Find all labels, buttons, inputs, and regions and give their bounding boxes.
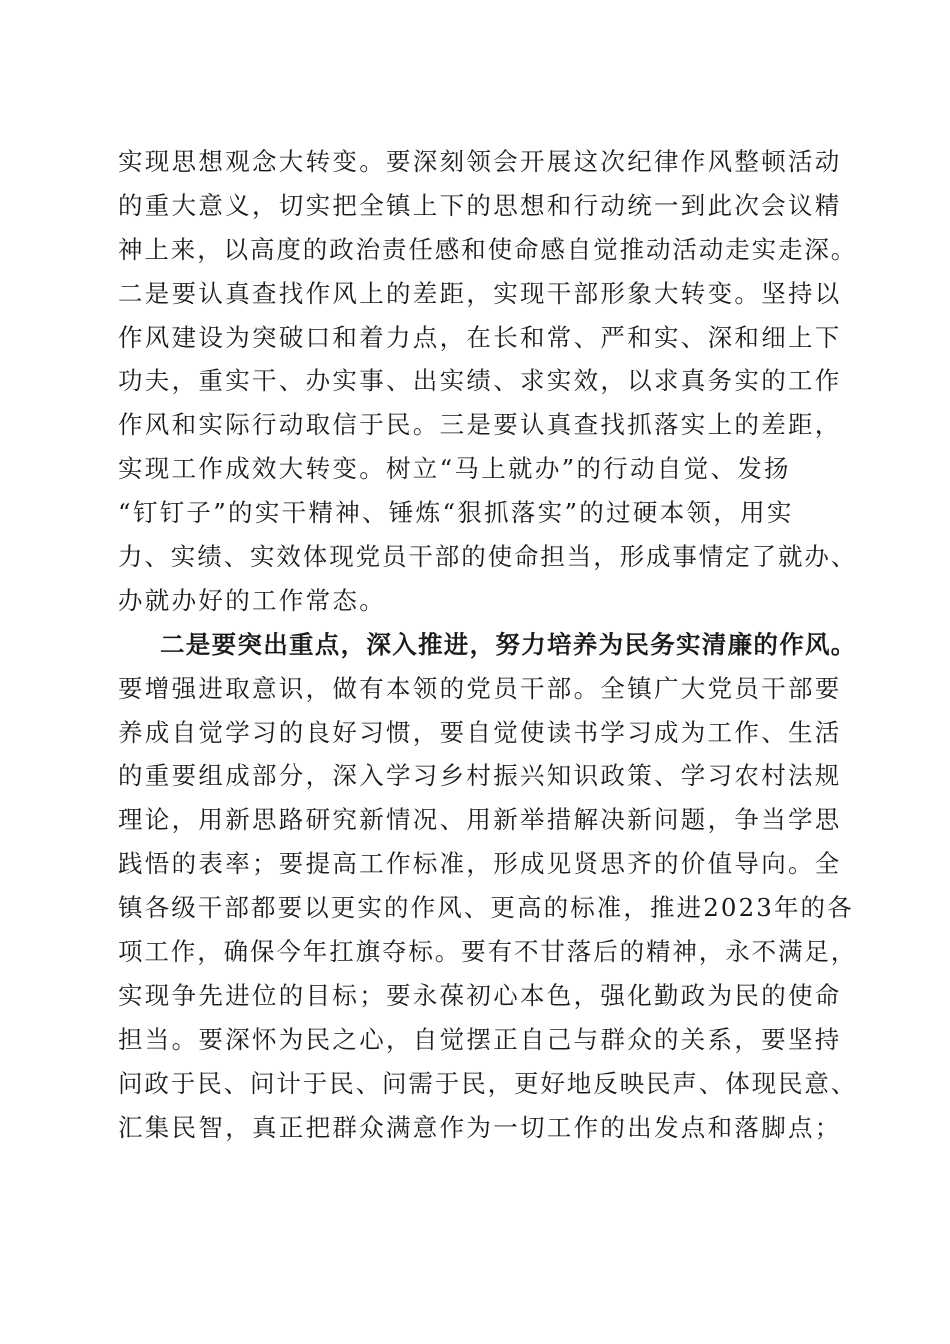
text-line: 功夫，重实干、办实事、出实绩、求实效，以求真务实的工作: [118, 366, 842, 396]
text-line: 力、实绩、实效体现党员干部的使命担当，形成事情定了就办、: [118, 542, 858, 572]
section-heading: 二是要突出重点，深入推进，努力培养为民务实清廉的作风。: [160, 629, 857, 659]
text-line: 神上来，以高度的政治责任感和使命感自觉推动活动走实走深。: [118, 234, 858, 264]
text-line: 项工作，确保今年扛旗夺标。要有不甘落后的精神，永不满足，: [118, 937, 858, 967]
text-line: 实现争先进位的目标；要永葆初心本色，强化勤政为民的使命: [118, 980, 842, 1010]
text-line: 践悟的表率；要提高工作标准，形成见贤思齐的价值导向。全: [118, 849, 842, 879]
text-line: 办就办好的工作常态。: [118, 585, 386, 615]
text-line: “钉钉子”的实干精神、锤炼“狠抓落实”的过硬本领，用实: [118, 498, 794, 528]
text-line: 二是要认真查找作风上的差距，实现干部形象大转变。坚持以: [118, 278, 842, 308]
text-line: 汇集民智，真正把群众满意作为一切工作的出发点和落脚点；: [118, 1112, 842, 1142]
text-line: 实现工作成效大转变。树立“马上就办”的行动自觉、发扬: [118, 454, 791, 484]
text-line: 作风和实际行动取信于民。三是要认真查找抓落实上的差距，: [118, 410, 842, 440]
text-line: 理论，用新思路研究新情况、用新举措解决新问题，争当学思: [118, 805, 842, 835]
text-line: 实现思想观念大转变。要深刻领会开展这次纪律作风整顿活动: [118, 147, 842, 176]
body-text: [118, 140, 858, 1149]
text-line: 的重大意义，切实把全镇上下的思想和行动统一到此次会议精: [118, 190, 842, 220]
text-line: 担当。要深怀为民之心，自觉摆正自己与群众的关系，要坚持: [118, 1024, 842, 1054]
text-line: 的重要组成部分，深入学习乡村振兴知识政策、学习农村法规: [118, 761, 842, 791]
text-line: 要增强进取意识，做有本领的党员干部。全镇广大党员干部要: [118, 673, 842, 703]
text-line: 养成自觉学习的良好习惯，要自觉使读书学习成为工作、生活: [118, 717, 842, 747]
text-line: 镇各级干部都要以更实的作风、更高的标准，推进2023年的各: [118, 893, 854, 923]
text-line: 问政于民、问计于民、问需于民，更好地反映民声、体现民意、: [118, 1068, 858, 1098]
text-line: 作风建设为突破口和着力点，在长和常、严和实、深和细上下: [118, 322, 842, 352]
